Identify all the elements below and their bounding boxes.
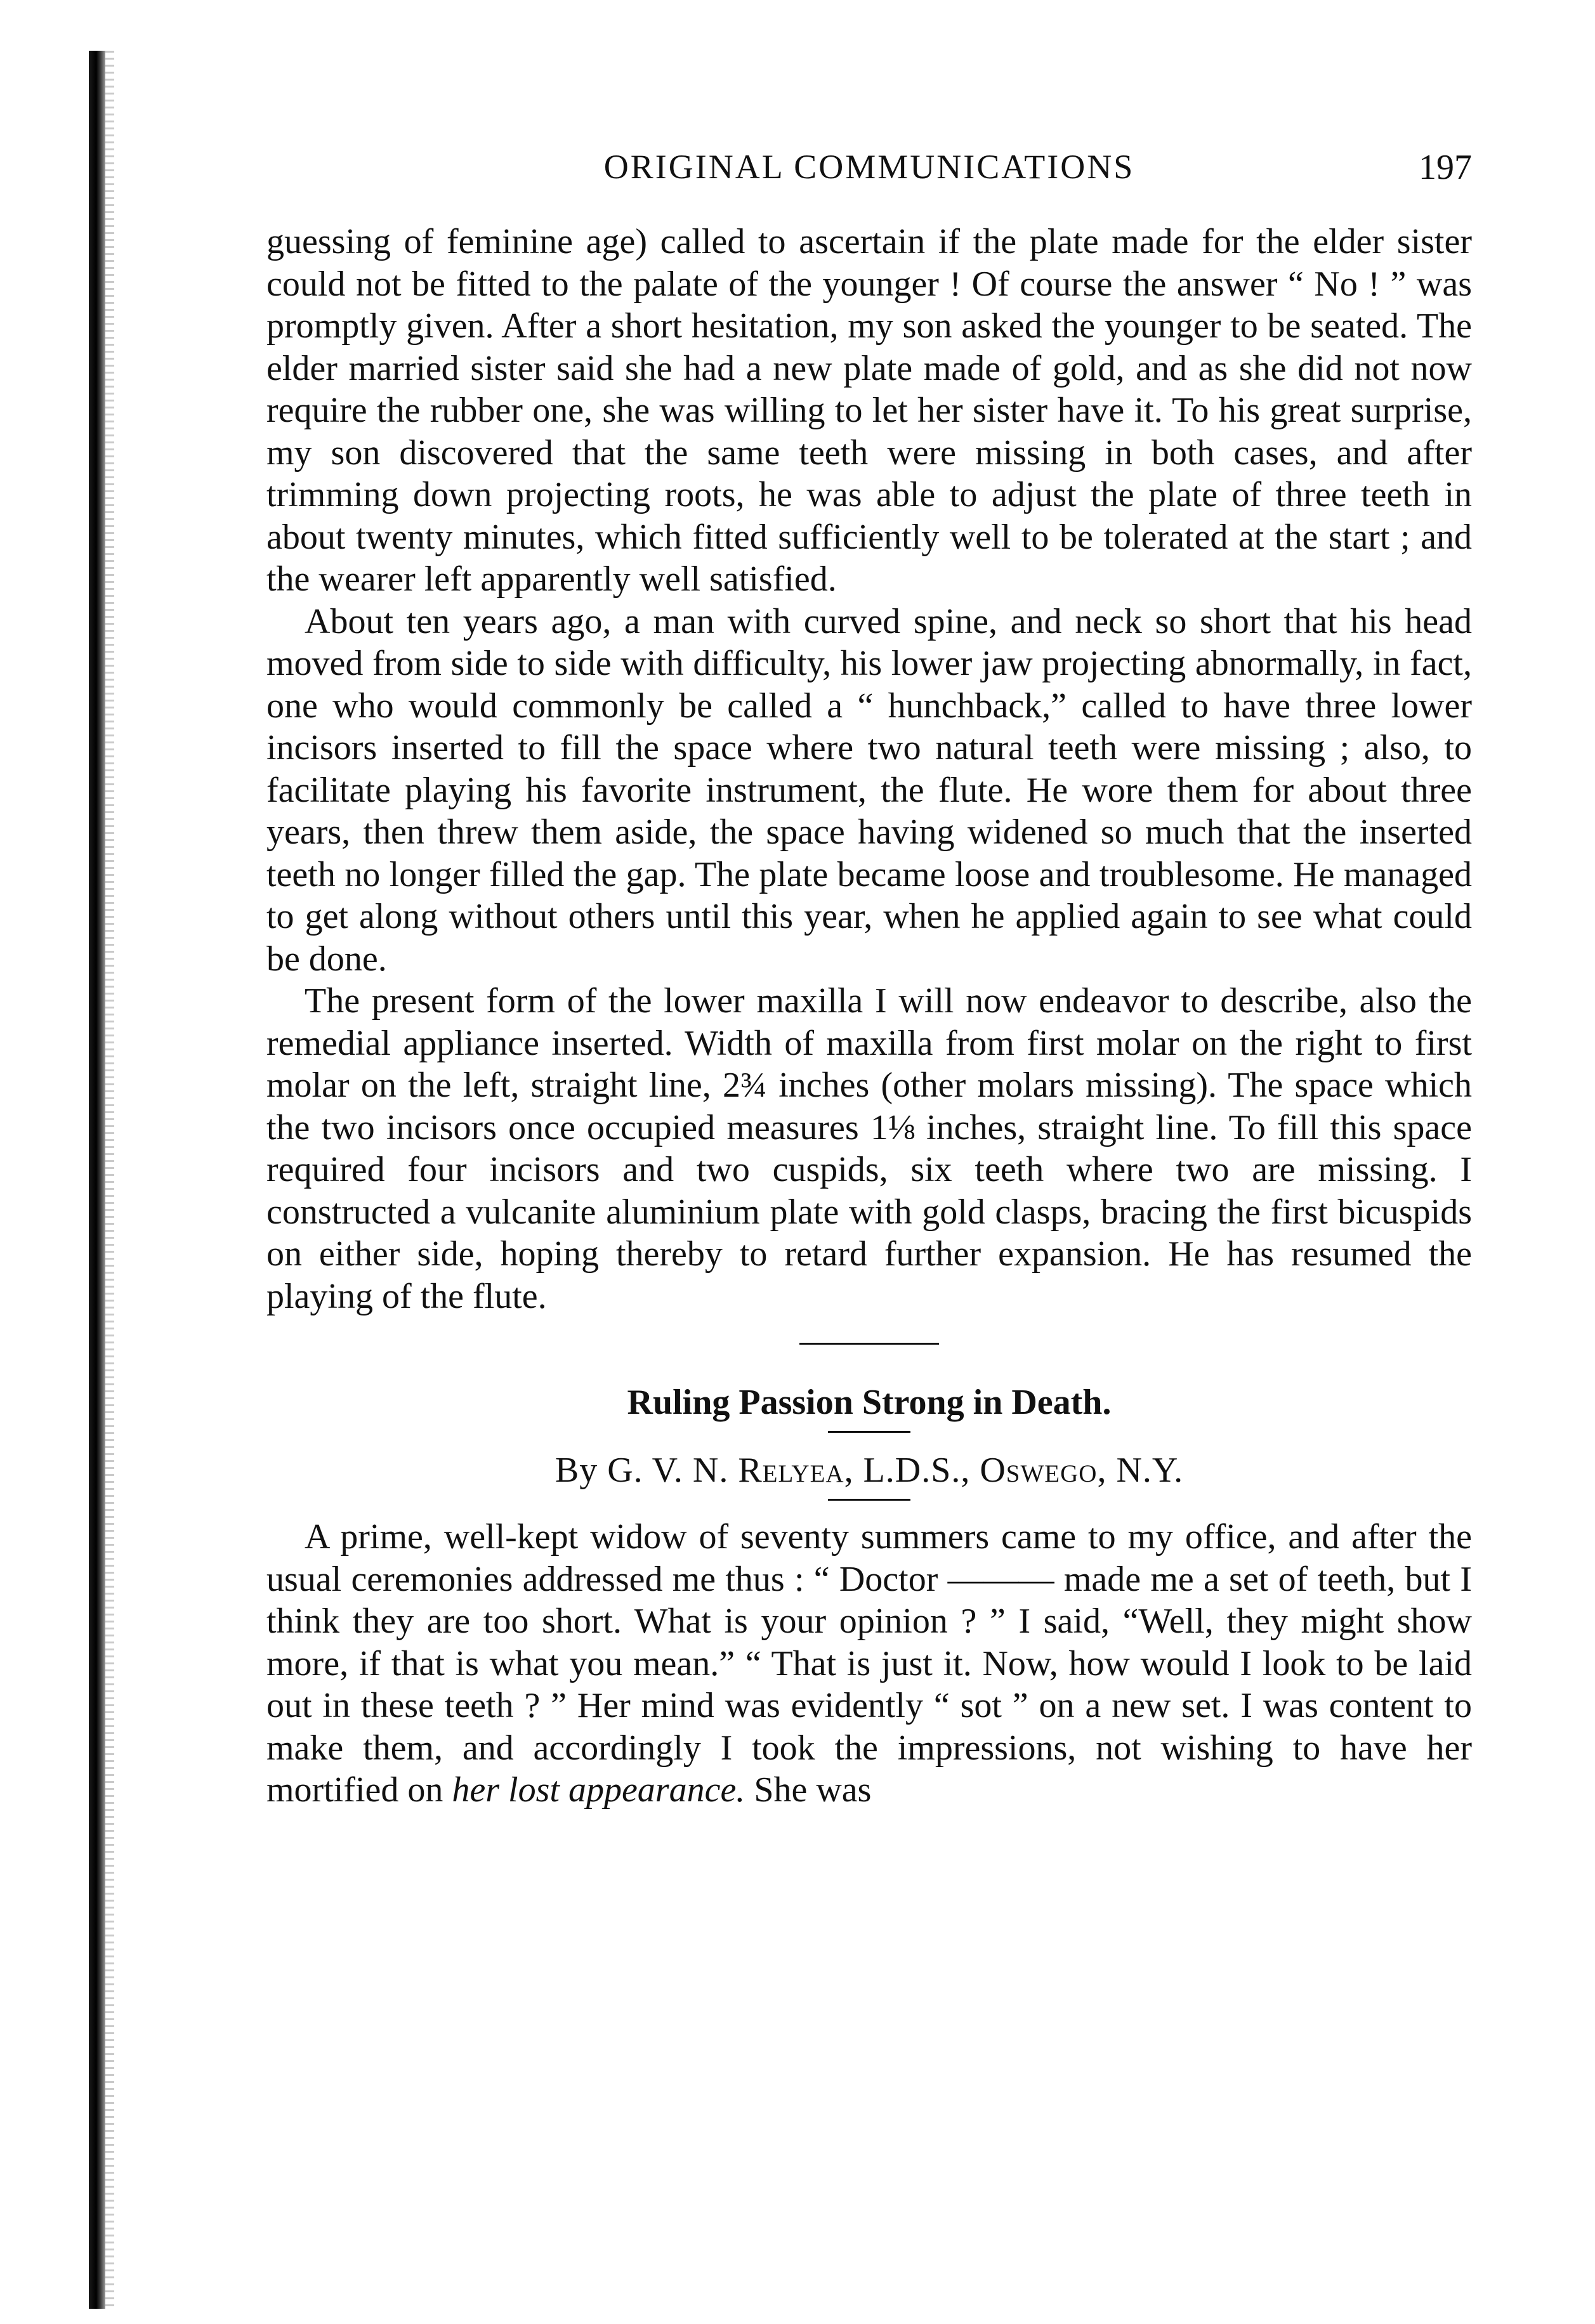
title-rule (828, 1431, 910, 1433)
page-number: 197 (1419, 148, 1472, 187)
section-divider (799, 1343, 939, 1345)
page-binding-speckle (105, 51, 114, 2309)
running-header (266, 147, 1472, 192)
article1-paragraph-3: The present form of the lower maxilla I will now endeavor to describe, also the remedial appliance inserted. Width of maxilla from first molar on the right to first molar on the left, straight line, 2¾ inches (other molars missing). The space which the two incisors once occupied measures 1⅛ inches, straight line. To fill this space required four incisors and two cuspids, six teeth where two are missing. I constructed a vulcanite aluminium plate with gold clasps, bracing the first bicuspids on either side, hoping thereby to retard further expansion. He has resumed the playing of the flute. (266, 981, 1472, 1316)
article1-paragraph-2: About ten years ago, a man with curved spine, and neck so short that his head moved from side to side with difficulty, his lower jaw projecting abnormally, in fact, one who would commonly be called a “ hunchback,” called to have three lower incisors inserted to fill the space where two natural teeth were missing ; also, to facilitate playing his favorite instrument, the flute. He wore them for about three years, then threw them aside, the space having widened so much that the inserted teeth no longer filled the gap. The plate became loose and troublesome. He managed to get along without others until this year, when he applied again to see what could be done. (266, 601, 1472, 979)
article1-paragraph-1: guessing of feminine age) called to ascertain if the plate made for the elder sister could not be fitted to the palate of the younger ! Of course the answer “ No ! ” was promptly given. After a short hesitation, my son asked the younger to be seated. The elder married sister said she had a new plate made of gold, and as she did not now require the rubber one, she was willing to let her sister have it. To his great surprise, my son discovered that the same teeth were missing in both cases, and after trimming down projecting roots, he was able to adjust the plate of three teeth in about twenty minutes, which fitted sufficiently well to be tolerated at the start ; and the wearer left apparently well satisfied. (266, 222, 1472, 599)
article2-title: Ruling Passion Strong in Death. (627, 1383, 1112, 1422)
article2-text-after-italic: She was (754, 1770, 872, 1810)
running-title: ORIGINAL COMMUNICATIONS (603, 148, 1135, 186)
article2-paragraph-1 (266, 1516, 1472, 1812)
article2-italic-phrase: her lost appearance. (452, 1770, 745, 1810)
byline-rule (828, 1499, 910, 1501)
page-binding-edge (89, 51, 105, 2309)
article2-text-before-italic: A prime, well-kept widow of seventy summers came to my office, and after the usual ceremonies addressed me thus : “ Doctor ——— made me a set of teeth, but I think they are too short. What is your opinion ? ” I said, “Well, they might show more, if that is what you mean.” “ That is just it. Now, how would I look to be laid out in these teeth ? ” Her mind was evidently “ sot ” on a new set. I was content to make them, and accordingly I took the impressions, not wishing to have her mortified on (266, 1517, 1472, 1810)
article2-byline (266, 1448, 1472, 1492)
byline-author: G. V. N. Relyea, L.D.S., Oswego, N.Y. (607, 1451, 1184, 1490)
page-body (266, 221, 1472, 1812)
byline-prefix: By (555, 1451, 598, 1490)
